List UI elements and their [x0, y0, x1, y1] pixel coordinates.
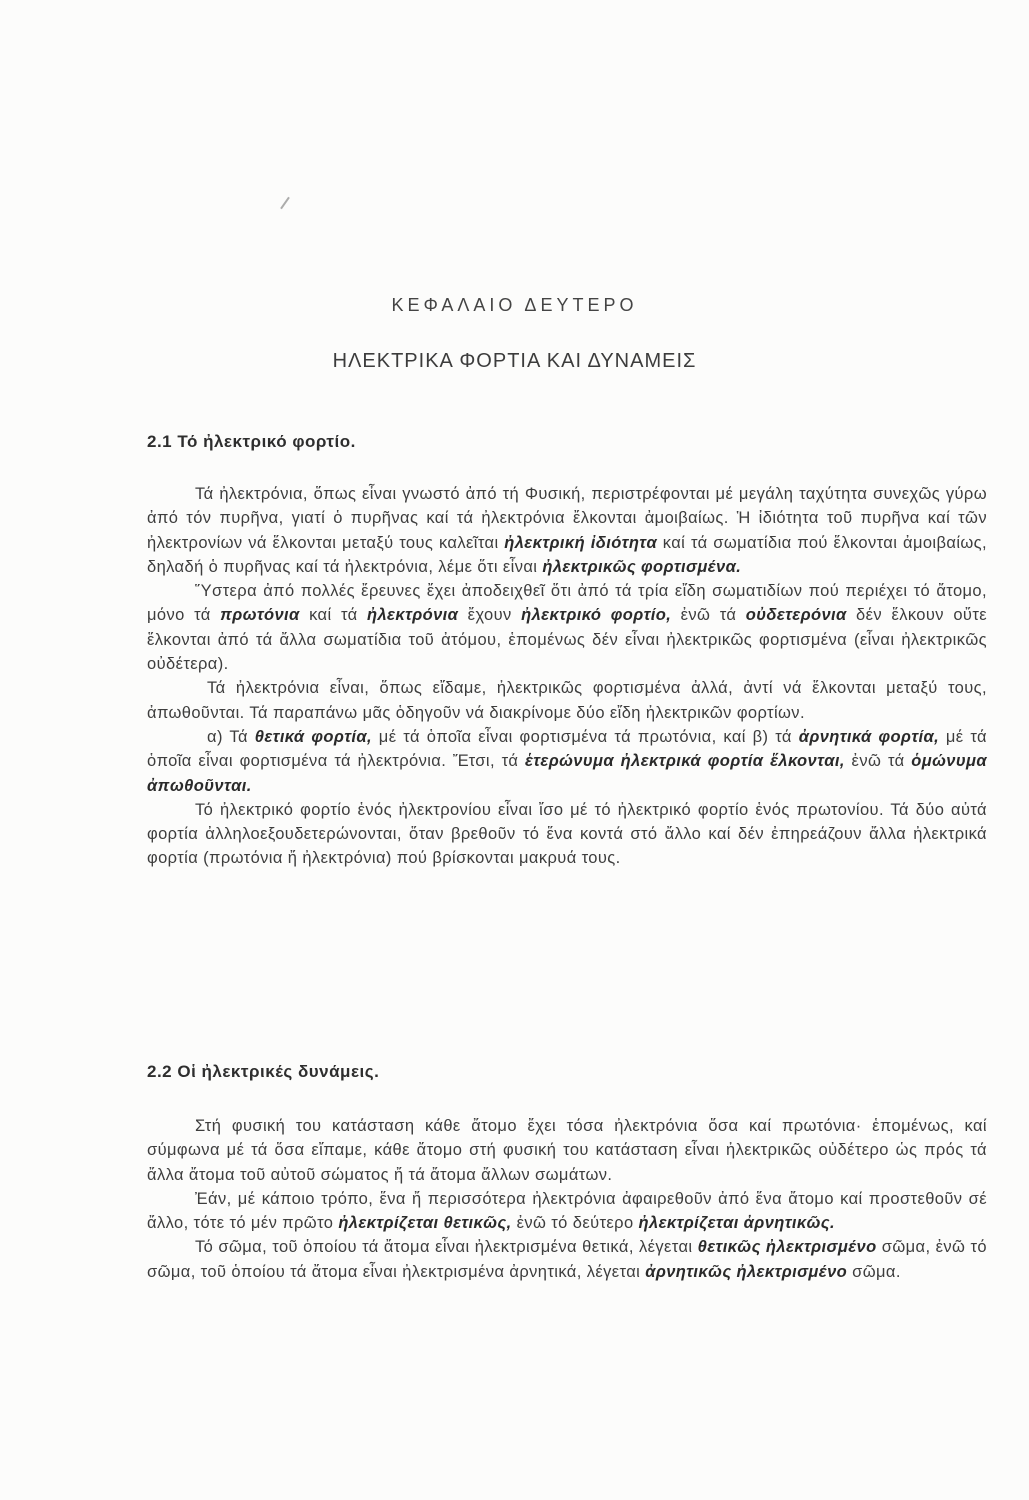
paragraph: [147, 725, 987, 798]
text-run: μέ τά ὁποῖα εἶναι φορτισμένα τά ἠλεκτρόνια. Ἔτσι, τά: [147, 727, 987, 771]
paragraph: [147, 579, 987, 676]
paragraph: [147, 1114, 987, 1187]
text-run: σῶμα.: [847, 1262, 901, 1281]
chapter-label: ΚΕΦΑΛΑΙΟ ΔΕΥΤΕΡΟ: [391, 295, 638, 315]
emphasis-term: ἠλεκτρικό φορτίο,: [521, 606, 672, 625]
paragraph: [147, 798, 987, 871]
paragraph: [147, 482, 987, 579]
text-run: σῶμα, ἐνῶ τό σῶμα, τοῦ ὁποίου τά ἄτομα εἶναι ἠλεκτρισμένα ἀρνητικά, λέγεται: [147, 1238, 987, 1281]
emphasis-term: ἠλεκτρόνια: [366, 606, 459, 625]
chapter-title: ΗΛΕΚΤΡΙΚΑ ΦΟΡΤΙΑ ΚΑΙ ΔΥΝΑΜΕΙΣ: [332, 350, 697, 372]
paragraph: [147, 1235, 987, 1284]
emphasis-term: ἑτερώνυμα ἠλεκτρικά φορτία ἕλκονται,: [524, 752, 845, 771]
emphasis-term: οὐδετερόνια: [745, 606, 847, 625]
text-run: μέ τά ὁποῖα εἶναι φορτισμένα τά πρωτόνια, καί β) τά: [371, 727, 799, 746]
emphasis-term: θετικῶς ἠλεκτρισμένο: [697, 1238, 877, 1257]
text-run: καί τά: [299, 606, 367, 625]
text-run: ἐνῶ τά: [844, 752, 912, 771]
emphasis-term: ὁμώνυμα ἀπωθοῦνται.: [147, 752, 987, 795]
text-run: δέν ἕλκουν οὔτε ἕλκονται ἀπό τά ἄλλα σωματίδια τοῦ ἀτόμου, ἑπομένως δέν εἶναι ἠλεκτρικῶς φορτισμένα (εἶναι ἠλεκτρικῶς οὐδέτερα).: [147, 606, 988, 674]
emphasis-term: ἠλεκτρίζεται ἀρνητικῶς.: [638, 1214, 835, 1233]
text-run: ἔχουν: [458, 606, 522, 625]
text-run: α) Τά: [207, 727, 255, 746]
paragraph: [147, 676, 987, 725]
section-body-2-1: [147, 482, 987, 871]
emphasis-term: θετικά φορτία,: [254, 727, 372, 746]
emphasis-term: πρωτόνια: [220, 606, 300, 625]
text-run: Τό ἠλεκτρικό φορτίο ἑνός ἠλεκτρονίου εἶναι ἴσο μέ τό ἠλεκτρικό φορτίο ἑνός πρωτονίου. Τά δύο αὐτά φορτία ἀλληλοεξουδετερώνονται, ὅταν βρεθοῦν τό ἕνα κοντά στό ἄλλο καί δέν ἐπηρεάζουν ἄλλα ἠλεκτρικά φορτία (πρωτόνια ἤ ἠλεκτρόνια) πού βρίσκονται μακρυά τους.: [147, 800, 987, 868]
section-heading-2-1: 2.1 Τό ἠλεκτρικό φορτίο.: [147, 432, 356, 451]
section-heading-2-2: 2.2 Οἱ ἠλεκτρικές δυνάμεις.: [147, 1062, 380, 1081]
emphasis-term: ἠλεκτρική ἰδιότητα: [504, 533, 658, 552]
emphasis-term: ἠλεκτρίζεται θετικῶς,: [338, 1214, 512, 1233]
text-run: Ἐάν, μέ κάποιο τρόπο, ἕνα ἤ περισσότερα ἠλεκτρόνια ἀφαιρεθοῦν ἀπό ἕνα ἄτομο καί προστεθοῦν σέ ἄλλο, τότε τό μέν πρῶτο: [147, 1189, 987, 1233]
emphasis-term: ἀρνητικῶς ἠλεκτρισμένο: [645, 1262, 848, 1281]
text-run: Τά ἠλεκτρόνια εἶναι, ὅπως εἴδαμε, ἠλεκτρικῶς φορτισμένα ἀλλά, ἀντί νά ἕλκονται μεταξύ τους, ἀπωθοῦνται. Τά παραπάνω μᾶς ὁδηγοῦν νά διακρίνομε δύο εἴδη ἠλεκτρικῶν φορτίων.: [147, 679, 987, 722]
emphasis-term: ἀρνητικά φορτία,: [798, 727, 940, 746]
section-body-2-2: [147, 1114, 987, 1284]
paragraph: [147, 1187, 987, 1236]
text-run: ἐνῶ τό δεύτερο: [511, 1214, 639, 1233]
text-run: καί τά σωματίδια πού ἕλκονται ἀμοιβαίως, δηλαδή ὁ πυρῆνας καί τά ἠλεκτρόνια, λέμε ὅτι εἶναι: [147, 533, 988, 576]
text-run: ἐνῶ τά: [671, 606, 746, 625]
text-run: Ὕστερα ἀπό πολλές ἔρευνες ἔχει ἀποδειχθεῖ ὅτι ἀπό τά τρία εἴδη σωματιδίων πού περιέχει τό ἄτομο, μόνο τά: [147, 582, 987, 625]
emphasis-term: ἠλεκτρικῶς φορτισμένα.: [542, 557, 742, 576]
text-run: Τό σῶμα, τοῦ ὁποίου τά ἄτομα εἶναι ἠλεκτρισμένα θετικά, λέγεται: [195, 1238, 698, 1257]
text-run: Τά ἠλεκτρόνια, ὅπως εἶναι γνωστό ἀπό τή Φυσική, περιστρέφονται μέ μεγάλη ταχύτητα συνεχῶς γύρω ἀπό τόν πυρῆνα, γιατί ὁ πυρῆνας καί τά ἠλεκτρόνια ἔλκονται ἀμοιβαίως. Ἡ ἰδιότητα τοῦ πυρῆνα καί τῶν ἠλεκτρονίων νά ἕλκονται μεταξύ τους καλεῖται: [147, 485, 987, 552]
stray-pen-mark: [280, 197, 290, 210]
text-run: Στή φυσική του κατάσταση κάθε ἄτομο ἔχει τόσα ἠλεκτρόνια ὅσα καί πρωτόνια· ἑπομένως, καί σύμφωνα μέ τά ὅσα εἴπαμε, κάθε ἄτομο στή φυσική του κατάσταση εἶναι ἠλεκτρικῶς οὐδέτερο ὡς πρός τά ἄλλα ἄτομα τοῦ αὐτοῦ σώματος ἤ τά ἄτομα ἄλλων σωμάτων.: [147, 1117, 987, 1184]
